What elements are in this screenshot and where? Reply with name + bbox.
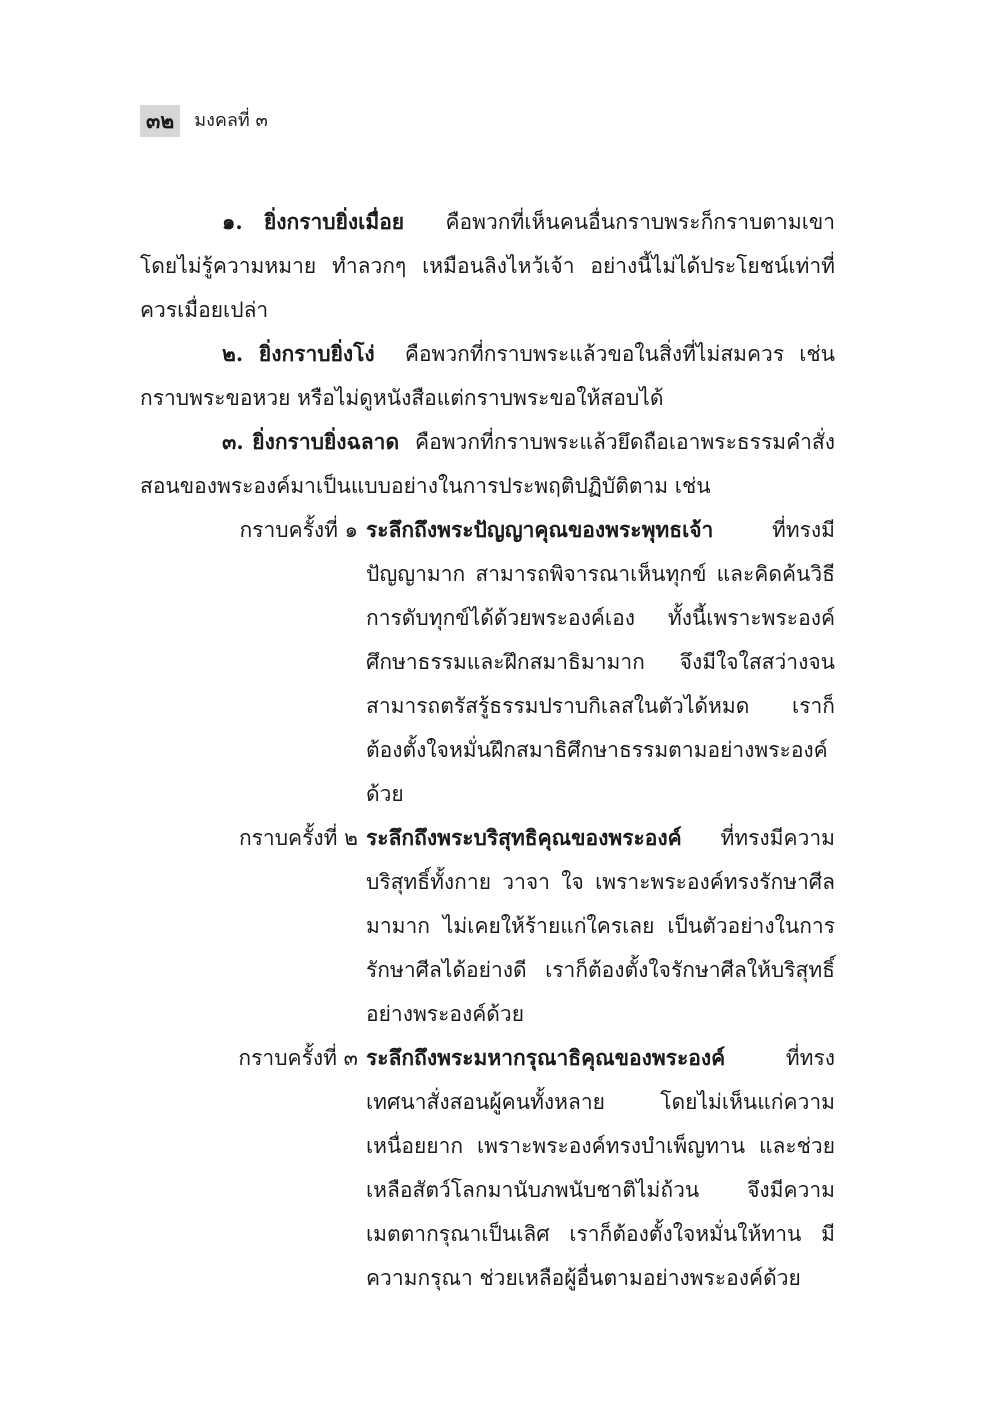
prostration-heading: ระลึกถึงพระปัญญาคุณของพระพุทธเจ้า [366, 517, 714, 542]
paragraph-text: คือพวกที่เห็นคนอื่นกราบพระก็กราบตามเขา โดยไม่รู้ความหมาย ทำลวกๆ เหมือนลิงไหว้เจ้า อย่างนี้ไม่ได้ประโยชน์เท่าที่ควรเมื่อยเปล่า [140, 210, 836, 322]
prostration-label: กราบครั้งที่ ๒ [238, 826, 358, 850]
prostration-item [140, 816, 835, 1036]
page-body [140, 200, 835, 1300]
page-number: ๓๒ [140, 105, 180, 137]
paragraph-text: คือพวกที่กราบพระแล้วยึดถือเอาพระธรรมคำสั่งสอนของพระองค์มาเป็นแบบอย่างในการประพฤติปฏิบัติตาม เช่น [140, 430, 835, 498]
paragraph-heading: ๒. ยิ่งกราบยิ่งโง่ [222, 341, 375, 366]
paragraph-heading: ๓. ยิ่งกราบยิ่งฉลาด [222, 429, 400, 454]
running-head: มงคลที่ ๓ [194, 110, 268, 131]
paragraph-text: คือพวกที่กราบพระแล้วขอในสิ่งที่ไม่สมควร เช่น กราบพระขอหวย หรือไม่ดูหนังสือแต่กราบพระขอให้สอบได้ [140, 342, 836, 410]
prostration-label: กราบครั้งที่ ๓ [238, 1046, 358, 1070]
prostration-list [140, 508, 835, 1300]
prostration-item [140, 1036, 835, 1300]
page-header [140, 105, 268, 137]
prostration-text: ที่ทรงเทศนาสั่งสอนผู้คนทั้งหลาย โดยไม่เห็นแก่ความเหนื่อยยาก เพราะพระองค์ทรงบำเพ็ญทาน และช่วยเหลือสัตว์โลกมานับภพนับชาติไม่ถ้วน จึงมีความเมตตากรุณาเป็นเลิศ เราก็ต้องตั้งใจหมั่นให้ทาน มีความกรุณา ช่วยเหลือผู้อื่นตามอย่างพระองค์ด้วย [366, 1046, 835, 1290]
prostration-heading: ระลึกถึงพระบริสุทธิคุณของพระองค์ [366, 825, 682, 850]
paragraph-2 [140, 332, 835, 420]
paragraph-1 [140, 200, 835, 332]
prostration-body [358, 508, 835, 816]
prostration-heading: ระลึกถึงพระมหากรุณาธิคุณของพระองค์ [366, 1045, 726, 1070]
paragraph-3 [140, 420, 835, 508]
prostration-body [358, 816, 835, 1036]
prostration-item [140, 508, 835, 816]
prostration-text: ที่ทรงมีความบริสุทธิ์ทั้งกาย วาจา ใจ เพราะพระองค์ทรงรักษาศีลมามาก ไม่เคยให้ร้ายแก่ใครเลย เป็นตัวอย่างในการรักษาศีลได้อย่างดี เราก็ต้องตั้งใจรักษาศีลให้บริสุทธิ์อย่างพระองค์ด้วย [366, 826, 835, 1026]
prostration-text: ที่ทรงมีปัญญามาก สามารถพิจารณาเห็นทุกข์ และคิดค้นวิธีการดับทุกข์ได้ด้วยพระองค์เอง ทั้งนี้เพราะพระองค์ศึกษาธรรมและฝึกสมาธิมามาก จึงมีใจใสสว่างจนสามารถตรัสรู้ธรรมปราบกิเลสในตัวได้หมด เราก็ต้องตั้งใจหมั่นฝึกสมาธิศึกษาธรรมตามอย่างพระองค์ด้วย [366, 518, 835, 806]
paragraph-heading: ๑. ยิ่งกราบยิ่งเมื่อย [222, 209, 405, 234]
prostration-body [358, 1036, 835, 1300]
prostration-label: กราบครั้งที่ ๑ [239, 518, 358, 542]
